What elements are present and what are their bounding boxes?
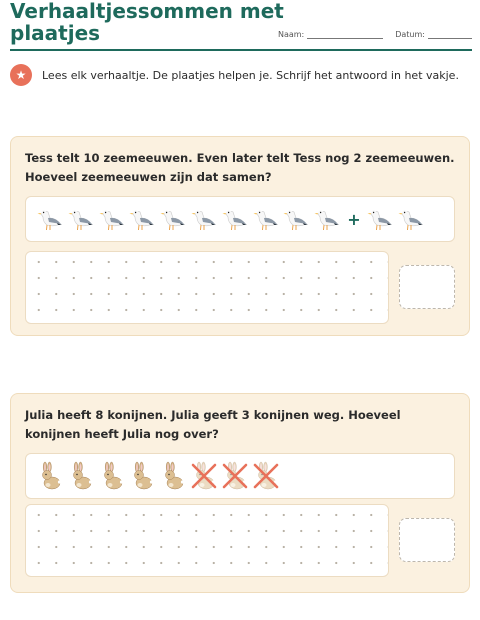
instruction [10, 64, 459, 86]
rabbit-icon [159, 461, 187, 491]
star-icon: ★ [10, 64, 32, 86]
seagull-icon [36, 204, 64, 234]
plus-sign: + [347, 209, 361, 229]
page-title [10, 0, 284, 44]
title-line-2: plaatjes [10, 21, 101, 45]
rabbit-crossed-out-icon [221, 461, 249, 491]
rabbit-icon [98, 461, 126, 491]
seagull-icon [252, 204, 280, 234]
worksheet-header [10, 0, 472, 50]
problem-1-work-area[interactable] [25, 251, 389, 324]
date-line[interactable] [428, 31, 472, 39]
problem-2-question: Julia heeft 8 konijnen. Julia geeft 3 konijnen weg. Hoeveel konijnen heeft Julia nog over? [25, 408, 401, 441]
seagull-icon [67, 204, 95, 234]
seagull-icon [313, 204, 341, 234]
seagull-icon [366, 204, 394, 234]
rabbit-crossed-out-icon [252, 461, 280, 491]
problem-card-1 [10, 136, 470, 336]
name-field[interactable] [278, 30, 383, 39]
seagull-icon [128, 204, 156, 234]
problem-2-pictures [25, 453, 455, 499]
problem-1-pictures [25, 196, 455, 242]
seagull-icon [397, 204, 425, 234]
name-label: Naam: [277, 30, 305, 39]
rabbit-icon [67, 461, 95, 491]
name-line[interactable] [307, 31, 383, 39]
title-line-1: Verhaaltjessommen met [10, 0, 284, 23]
rabbit-icon [128, 461, 156, 491]
problem-2-answer-box[interactable] [399, 518, 455, 562]
name-date-fields [278, 30, 472, 39]
seagull-icon [282, 204, 310, 234]
problem-card-2 [10, 393, 470, 593]
problem-1-answer-box[interactable] [399, 265, 455, 309]
problem-2-work-area[interactable] [25, 504, 389, 577]
date-label: Datum: [395, 30, 425, 39]
instruction-text: Lees elk verhaaltje. De plaatjes helpen je. Schrijf het antwoord in het vakje. [42, 68, 459, 82]
seagull-icon [190, 204, 218, 234]
seagull-icon [221, 204, 249, 234]
rabbit-crossed-out-icon [190, 461, 218, 491]
rabbit-icon [36, 461, 64, 491]
problem-1-question: Tess telt 10 zeemeeuwen. Even later telt Tess nog 2 zeemeeuwen. Hoeveel zeemeeuwen zijn dat samen? [25, 151, 455, 184]
date-field[interactable] [395, 30, 472, 39]
seagull-icon [159, 204, 187, 234]
seagull-icon [98, 204, 126, 234]
header-divider [10, 49, 472, 51]
